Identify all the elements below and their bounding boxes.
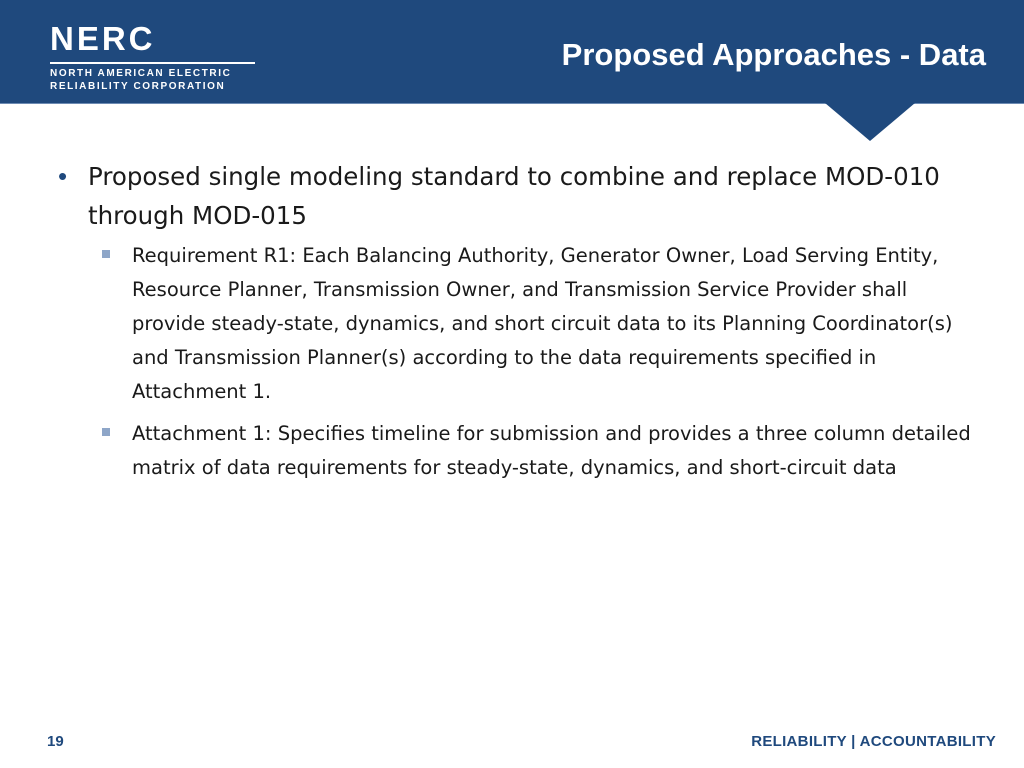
logo-wordmark: NERC xyxy=(50,20,156,57)
footer-tagline: RELIABILITY | ACCOUNTABILITY xyxy=(751,733,996,750)
sub-bullet-text: Requirement R1: Each Balancing Authority, Generator Owner, Load Serving Entity, Resource Planner, Transmission Owner, and Transmission Service Provider shall provide steady-state, dynamics, and short circuit data to its Planning Coordinator(s) and Transmission Planner(s) according to the data requirements specified in Attachment 1. xyxy=(132,244,953,403)
slide-title: Proposed Approaches - Data xyxy=(561,37,986,72)
nerc-logo xyxy=(50,20,265,92)
square-bullet-icon xyxy=(102,428,110,436)
square-bullet-icon xyxy=(102,250,110,258)
sub-bullet xyxy=(102,239,978,409)
slide-content xyxy=(58,157,978,493)
bullet-dot-icon: • xyxy=(58,161,68,191)
logo-line-2: RELIABILITY CORPORATION xyxy=(50,81,226,92)
slide-header xyxy=(0,0,1024,104)
main-bullet xyxy=(58,157,978,235)
main-bullet-text: Proposed single modeling standard to combine and replace MOD-010 through MOD-015 xyxy=(88,162,940,230)
sub-bullet-list xyxy=(58,239,978,485)
logo-line-1: NORTH AMERICAN ELECTRIC xyxy=(50,68,232,79)
sub-bullet-text: Attachment 1: Specifies timeline for submission and provides a three column detailed matrix of data requirements for steady-state, dynamics, and short-circuit data xyxy=(132,422,971,479)
sub-bullet xyxy=(102,417,978,485)
logo-divider xyxy=(50,62,255,64)
header-pointer-shape xyxy=(825,103,915,141)
page-number: 19 xyxy=(47,733,64,750)
